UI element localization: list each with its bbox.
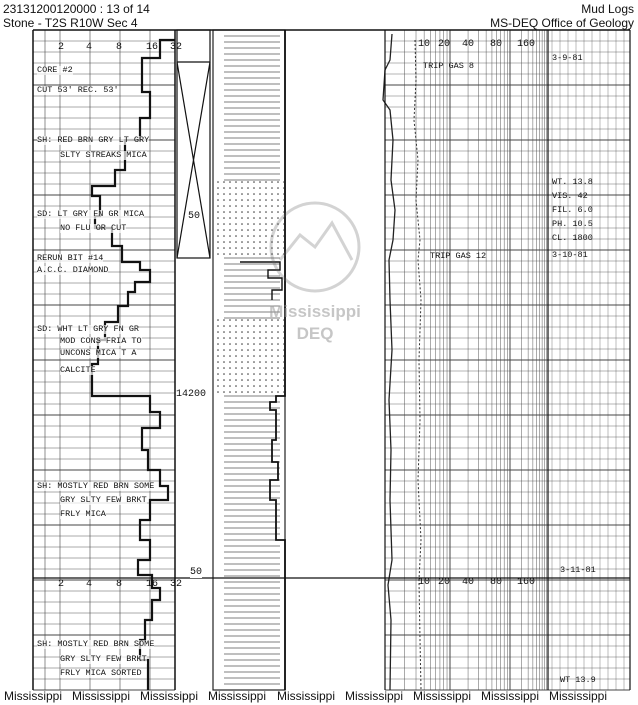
footer-watermark-label: Mississippi <box>208 689 267 703</box>
document-type: Mud Logs <box>581 2 634 16</box>
lithology-description: SD: WHT LT GRY FN GR <box>37 324 140 334</box>
mud-property: 3-10-81 <box>552 250 588 260</box>
mud-property: WT 13.9 <box>560 675 596 685</box>
drill-scale-bottom-tick: 32 <box>170 579 183 590</box>
footer-watermark-label: Mississippi <box>72 689 131 703</box>
drill-scale-bottom-tick: 16 <box>146 579 159 590</box>
gas-scale-bottom-tick: 40 <box>462 577 475 588</box>
well-location: Stone - T2S R10W Sec 4 <box>3 16 138 30</box>
gas-scale-bottom-tick: 80 <box>490 577 503 588</box>
mud-property: WT. 13.8 <box>552 177 593 187</box>
drill-scale-bottom-tick: 2 <box>58 579 65 590</box>
lithology-description: FRLY MICA <box>60 509 106 519</box>
gas-scale-top-tick: 20 <box>438 39 451 50</box>
lithology-description: CORE #2 <box>37 65 73 75</box>
lithology-description: NO FLU OR CUT <box>60 223 127 233</box>
mississippi-deq-watermark <box>240 185 390 350</box>
document-id-page: 23131200120000 : 13 of 14 <box>3 2 150 16</box>
trip-gas-note: TRIP GAS 12 <box>430 251 487 261</box>
mud-property: 3-11-81 <box>560 565 596 575</box>
lithology-description: CALCITE <box>60 365 96 375</box>
lithology-description: CUT 53' REC. 53' <box>37 85 119 95</box>
lithology-description: A.C.C. DIAMOND <box>37 265 109 275</box>
watermark-line2: DEQ <box>296 324 334 343</box>
footer-watermark-label: Mississippi <box>549 689 608 703</box>
watermark-line1: Mississippi <box>269 302 361 321</box>
gas-scale-bottom-tick: 160 <box>517 577 536 588</box>
footer-watermark-label: Mississippi <box>140 689 199 703</box>
drill-scale-bottom-tick: 4 <box>86 579 93 590</box>
lithology-description: MOD CONS FRIA TO <box>60 336 142 346</box>
drill-scale-top-tick: 8 <box>116 42 123 53</box>
footer-watermark-label: Mississippi <box>481 689 540 703</box>
lithology-description: RERUN BIT #14 <box>37 253 104 263</box>
depth-label: 14200 <box>176 389 207 400</box>
lithology-description: SLTY STREAKS MICA <box>60 150 147 160</box>
footer-watermark-label: Mississippi <box>345 689 404 703</box>
agency-name: MS-DEQ Office of Geology <box>490 16 634 30</box>
mud-property: CL. 1800 <box>552 233 593 243</box>
lithology-description: SH: MOSTLY RED BRN SOME <box>37 481 155 491</box>
core-symbol <box>177 30 210 258</box>
gas-scale-top-tick: 160 <box>517 39 536 50</box>
gas-scale-top-tick: 40 <box>462 39 475 50</box>
drill-scale-top-tick: 2 <box>58 42 65 53</box>
drill-scale-top-tick: 4 <box>86 42 93 53</box>
lithology-description: FRLY MICA SORTED <box>60 668 142 678</box>
footer-watermark-label: Mississippi <box>413 689 472 703</box>
gas-scale-top-tick: 80 <box>490 39 503 50</box>
footer-watermark-label: Mississippi <box>4 689 63 703</box>
lithology-description: SD: LT GRY FN GR MICA <box>37 209 145 219</box>
trip-gas-note: TRIP GAS 8 <box>423 61 475 71</box>
drill-scale-top-tick: 32 <box>170 42 183 53</box>
lithology-description: GRY SLTY FEW BRKT <box>60 654 147 664</box>
mud-property: PH. 10.5 <box>552 219 593 229</box>
gas-scale-bottom-tick: 10 <box>418 577 431 588</box>
lithology-description: UNCONS MICA T A <box>60 348 137 358</box>
mud-property: FIL. 6.0 <box>552 205 593 215</box>
depth-label: 50 <box>190 567 203 578</box>
gas-scale-top-tick: 10 <box>418 39 431 50</box>
mud-property: VIS. 42 <box>552 191 588 201</box>
depth-label: 50 <box>188 211 201 222</box>
drill-scale-top-tick: 16 <box>146 42 159 53</box>
drill-scale-bottom-tick: 8 <box>116 579 123 590</box>
lithology-description: SH: RED BRN GRY LT GRY <box>37 135 150 145</box>
lithology-description: SH: MOSTLY RED BRN SOME <box>37 639 155 649</box>
trip-gas-trace <box>414 40 421 690</box>
footer-watermark-row <box>0 689 638 705</box>
lithology-description: GRY SLTY FEW BRKT <box>60 495 147 505</box>
footer-watermark-label: Mississippi <box>277 689 336 703</box>
lithology-column <box>213 30 285 690</box>
log-grid <box>33 30 630 690</box>
gas-scale-bottom-tick: 20 <box>438 577 451 588</box>
mud-property: 3-9-81 <box>552 53 583 63</box>
